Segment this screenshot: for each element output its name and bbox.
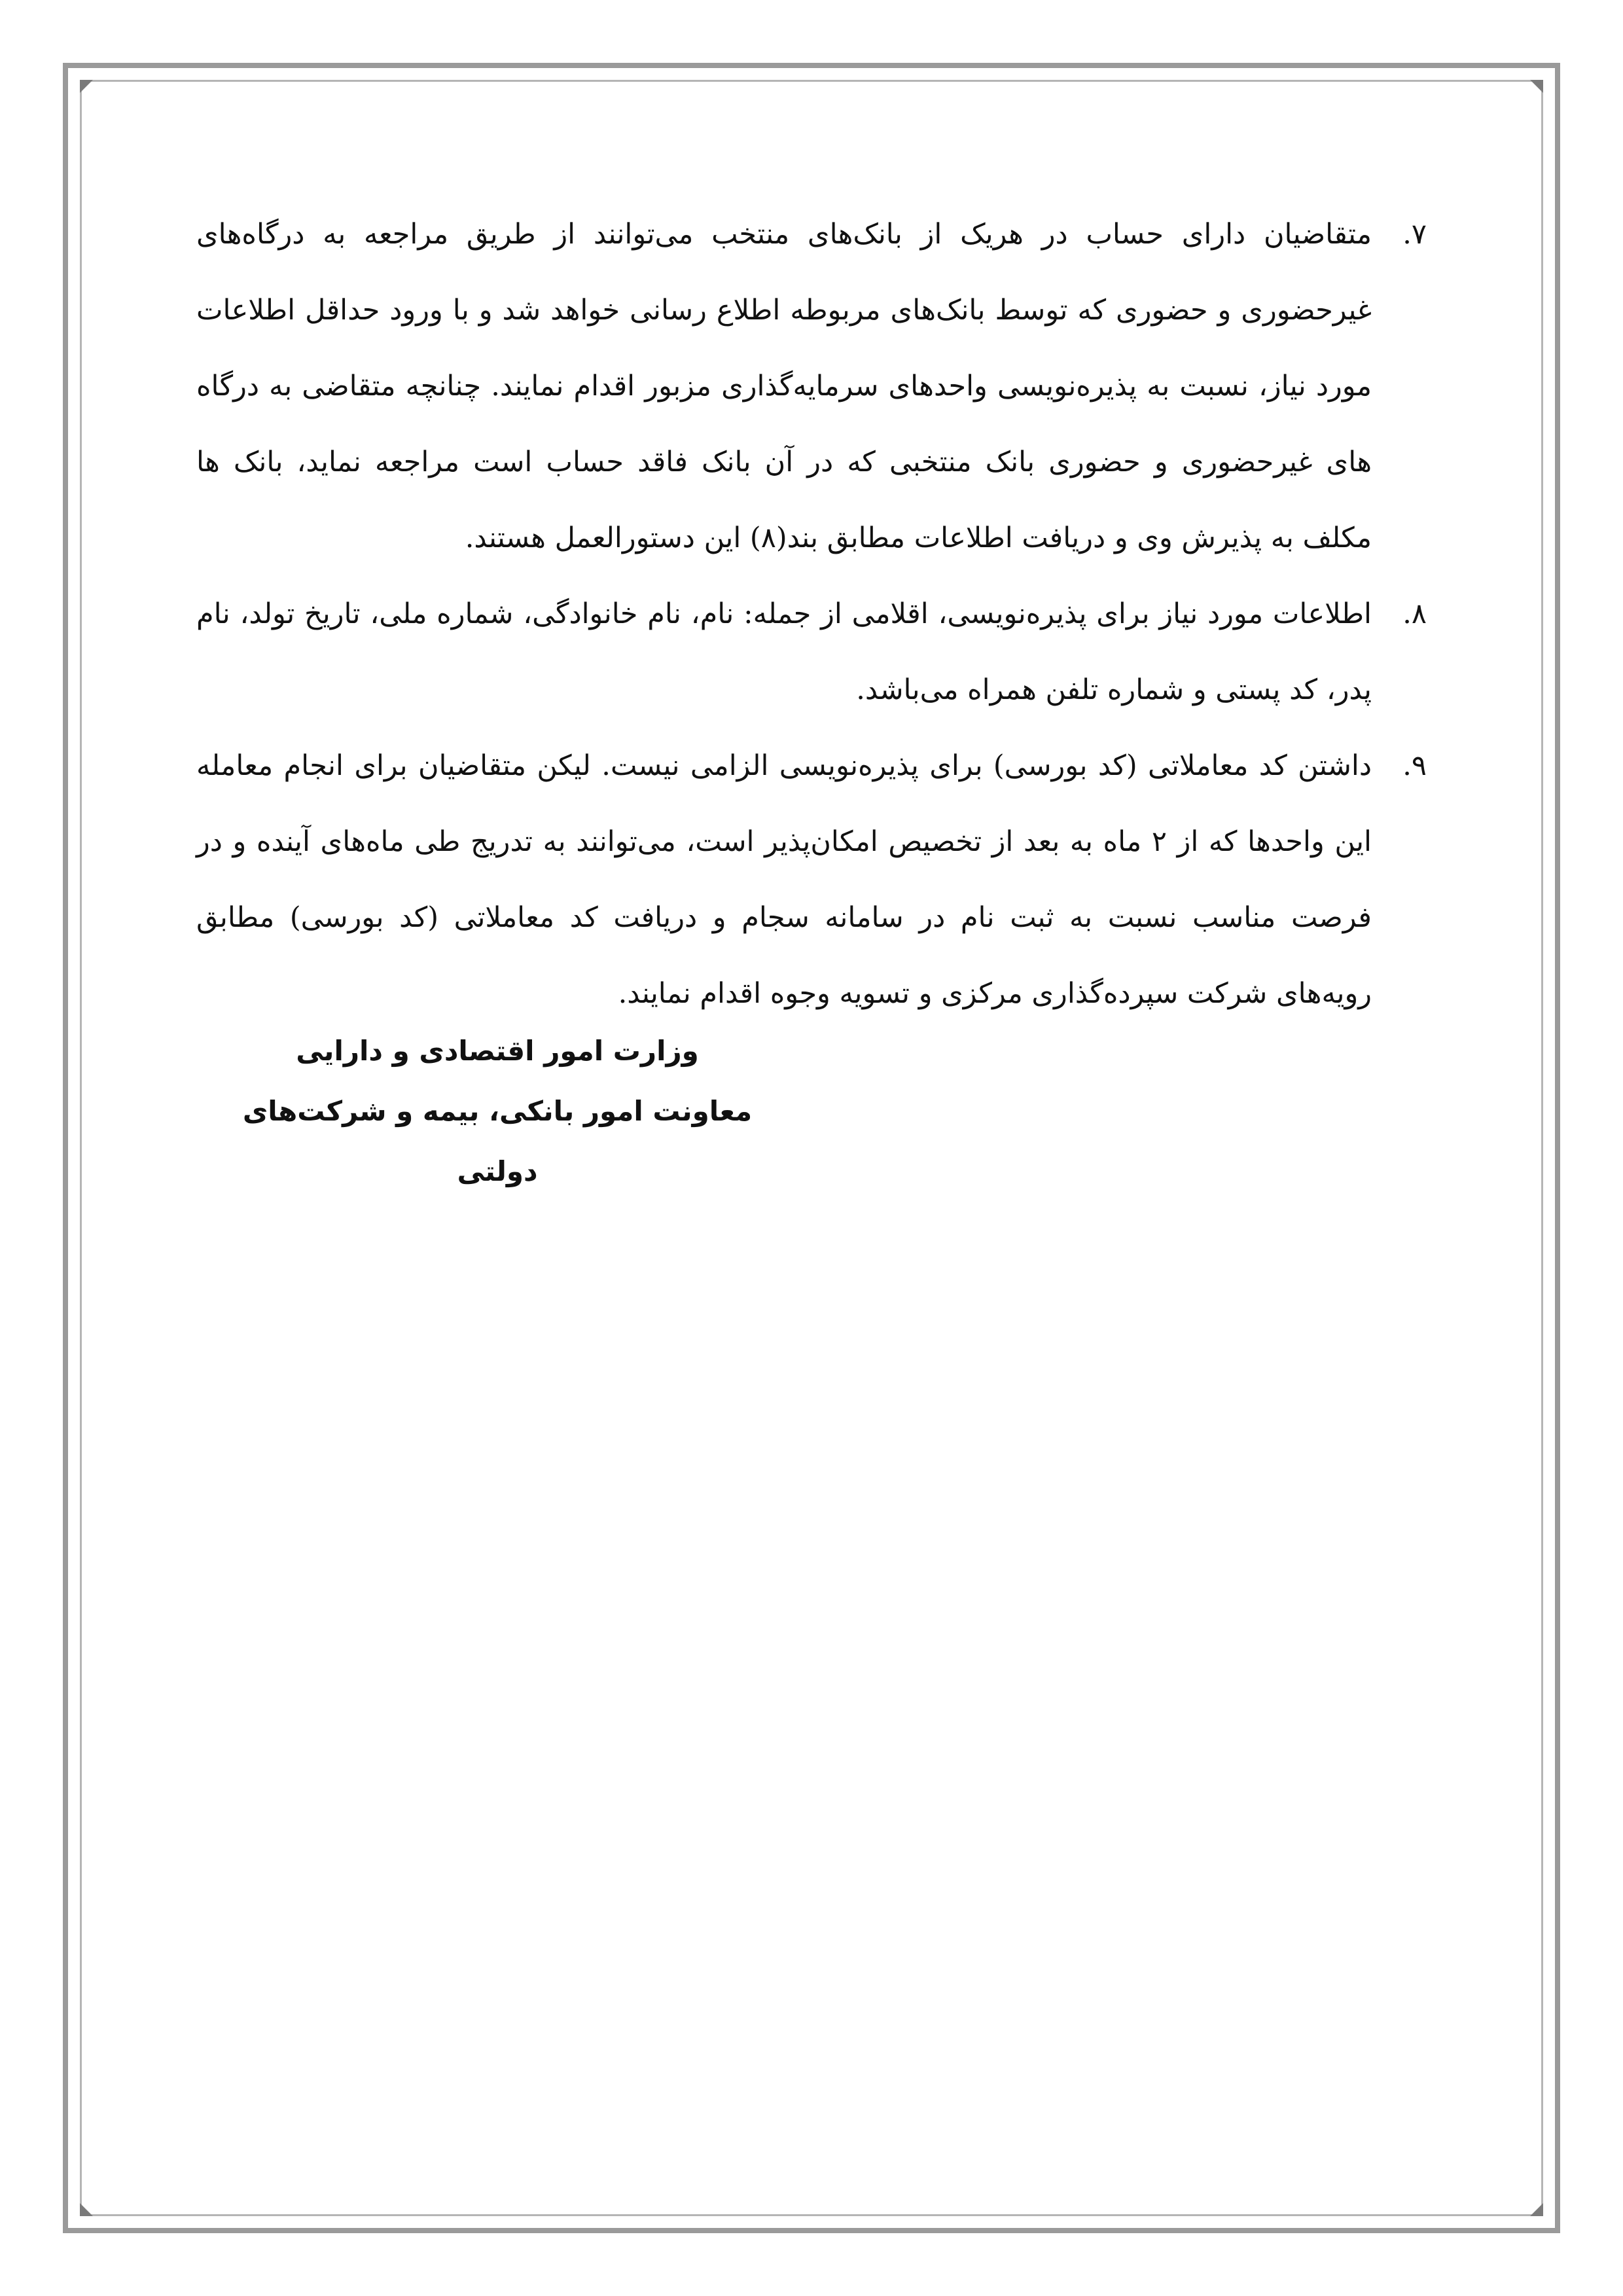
signature-ministry: وزارت امور اقتصادی و دارایی: [296, 1035, 699, 1067]
item-text: اطلاعات مورد نیاز برای پذیره‌نویسی، اقلامی از جمله: نام، نام خانوادگی، شماره ملی، تاریخ تولد، نام پدر، کد پستی و شماره تلفن همراه می‌باشد.: [196, 598, 1372, 706]
list-item: [196, 576, 1427, 728]
corner-ornament-bottom-right: [1530, 2203, 1543, 2216]
document-body: [196, 196, 1427, 1031]
corner-ornament-bottom-left: [80, 2203, 93, 2216]
item-number: ۷.: [1402, 218, 1427, 251]
item-number: ۸.: [1402, 598, 1427, 630]
numbered-list: [196, 196, 1427, 1031]
list-item: [196, 728, 1427, 1031]
item-text: داشتن کد معاملاتی (کد بورسی) برای پذیره‌نویسی الزامی نیست. لیکن متقاضیان برای انجام معامله این واحدها که از ۲ ماه به بعد از تخصیص امکان‌پذیر است، می‌توانند به تدریج طی ماه‌های آینده و در فرصت مناسب نسبت به ثبت نام در سامانه سجام و دریافت کد معاملاتی (کد بورسی) مطابق رویه‌های شرکت سپرده‌گذاری مرکزی و تسویه وجوه اقدام نمایند.: [196, 749, 1372, 1010]
item-number: ۹.: [1402, 749, 1427, 782]
corner-ornament-top-left: [80, 80, 93, 93]
item-text: متقاضیان دارای حساب در هریک از بانک‌های منتخب می‌توانند از طریق مراجعه به درگاه‌های غیرحضوری و حضوری که توسط بانک‌های مربوطه اطلاع رسانی خواهد شد و با ورود حداقل اطلاعات مورد نیاز، نسبت به پذیره‌نویسی واحدهای سرمایه‌گذاری مزبور اقدام نمایند. چنانچه متقاضی به درگاه های غیرحضوری و حضوری بانک منتخبی که در آن بانک فاقد حساب است مراجعه نماید، بانک ها مکلف به پذیرش وی و دریافت اطلاعات مطابق بند(۸) این دستورالعمل هستند.: [196, 218, 1372, 554]
list-item: [196, 196, 1427, 576]
signature-block: [236, 1021, 759, 1202]
signature-deputy: معاونت امور بانکی، بیمه و شرکت‌های دولتی: [242, 1095, 753, 1187]
corner-ornament-top-right: [1530, 80, 1543, 93]
